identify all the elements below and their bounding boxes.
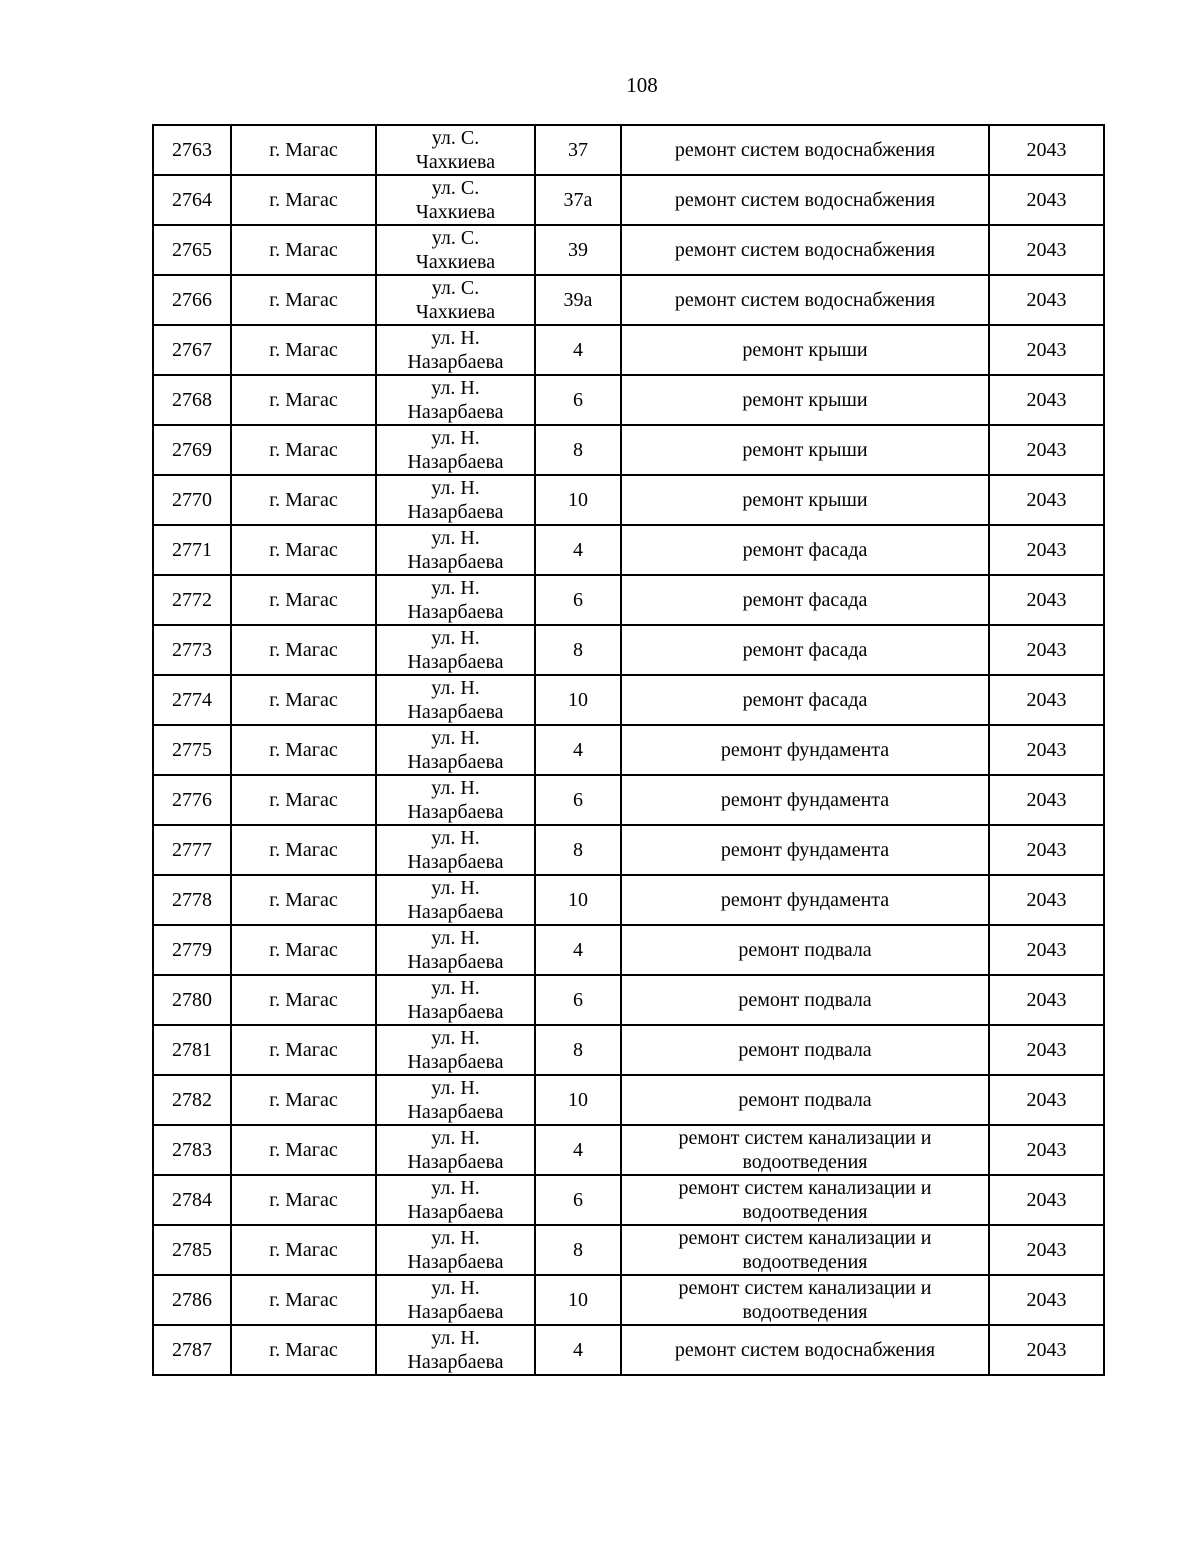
city-cell: г. Магас <box>231 675 376 725</box>
city-cell: г. Магас <box>231 725 376 775</box>
street-prefix: ул. Н. <box>431 1077 480 1099</box>
table-row <box>153 725 1104 775</box>
city-cell: г. Магас <box>231 975 376 1025</box>
work-type-cell: ремонт систем водоснабжения <box>621 275 989 325</box>
house-number-cell: 8 <box>535 425 621 475</box>
work-type-cell: ремонт крыши <box>621 475 989 525</box>
row-number-cell: 2772 <box>153 575 231 625</box>
city-cell: г. Магас <box>231 375 376 425</box>
work-type-cell: ремонт фундамента <box>621 725 989 775</box>
street-prefix: ул. С. <box>431 277 480 299</box>
city-cell: г. Магас <box>231 625 376 675</box>
work-type-cell: ремонт крыши <box>621 325 989 375</box>
row-number-cell: 2763 <box>153 125 231 175</box>
row-number-cell: 2787 <box>153 1325 231 1375</box>
row-number-cell: 2786 <box>153 1275 231 1325</box>
city-cell: г. Магас <box>231 575 376 625</box>
city-cell: г. Магас <box>231 275 376 325</box>
street-prefix: ул. Н. <box>431 777 480 799</box>
row-number-cell: 2784 <box>153 1175 231 1225</box>
house-number-cell: 8 <box>535 1025 621 1075</box>
work-type-cell: ремонт фундамента <box>621 775 989 825</box>
work-type-cell: ремонт подвала <box>621 975 989 1025</box>
street-name: Назарбаева <box>407 601 504 623</box>
table-row <box>153 1025 1104 1075</box>
row-number-cell: 2764 <box>153 175 231 225</box>
house-number-cell: 8 <box>535 825 621 875</box>
year-cell: 2043 <box>989 725 1104 775</box>
table-row <box>153 675 1104 725</box>
work-type-cell: ремонт крыши <box>621 375 989 425</box>
street-name: Назарбаева <box>407 1001 504 1023</box>
house-number-cell: 4 <box>535 525 621 575</box>
street-cell <box>376 675 535 725</box>
city-cell: г. Магас <box>231 1275 376 1325</box>
row-number-cell: 2770 <box>153 475 231 525</box>
house-number-cell: 37а <box>535 175 621 225</box>
house-number-cell: 10 <box>535 475 621 525</box>
year-cell: 2043 <box>989 225 1104 275</box>
work-type-cell: ремонт подвала <box>621 925 989 975</box>
year-cell: 2043 <box>989 875 1104 925</box>
city-cell: г. Магас <box>231 425 376 475</box>
street-cell <box>376 575 535 625</box>
street-cell <box>376 1225 535 1275</box>
house-number-cell: 4 <box>535 325 621 375</box>
street-cell <box>376 1275 535 1325</box>
work-type-cell: ремонт крыши <box>621 425 989 475</box>
house-number-cell: 10 <box>535 675 621 725</box>
table-row <box>153 1175 1104 1225</box>
year-cell: 2043 <box>989 475 1104 525</box>
city-cell: г. Магас <box>231 225 376 275</box>
row-number-cell: 2769 <box>153 425 231 475</box>
city-cell: г. Магас <box>231 1175 376 1225</box>
work-type-cell <box>621 1225 989 1275</box>
house-number-cell: 6 <box>535 975 621 1025</box>
street-name: Чахкиева <box>415 301 496 323</box>
table-row <box>153 1325 1104 1375</box>
street-name: Назарбаева <box>407 1251 504 1273</box>
street-prefix: ул. Н. <box>431 1127 480 1149</box>
table-row <box>153 625 1104 675</box>
street-prefix: ул. Н. <box>431 1227 480 1249</box>
street-name: Назарбаева <box>407 401 504 423</box>
street-cell <box>376 1025 535 1075</box>
city-cell: г. Магас <box>231 125 376 175</box>
table-row <box>153 875 1104 925</box>
street-prefix: ул. Н. <box>431 477 480 499</box>
year-cell: 2043 <box>989 375 1104 425</box>
street-cell <box>376 725 535 775</box>
year-cell: 2043 <box>989 525 1104 575</box>
work-type-cell: ремонт систем водоснабжения <box>621 125 989 175</box>
table-row <box>153 475 1104 525</box>
table-row <box>153 225 1104 275</box>
house-number-cell: 4 <box>535 1125 621 1175</box>
year-cell: 2043 <box>989 1175 1104 1225</box>
table-row <box>153 1125 1104 1175</box>
work-type-cell: ремонт систем водоснабжения <box>621 1325 989 1375</box>
street-prefix: ул. С. <box>431 177 480 199</box>
row-number-cell: 2765 <box>153 225 231 275</box>
table-row <box>153 1075 1104 1125</box>
table-row <box>153 125 1104 175</box>
row-number-cell: 2775 <box>153 725 231 775</box>
table-row <box>153 375 1104 425</box>
city-cell: г. Магас <box>231 925 376 975</box>
table-row <box>153 275 1104 325</box>
year-cell: 2043 <box>989 125 1104 175</box>
street-name: Назарбаева <box>407 701 504 723</box>
city-cell: г. Магас <box>231 175 376 225</box>
house-number-cell: 8 <box>535 1225 621 1275</box>
house-number-cell: 37 <box>535 125 621 175</box>
street-name: Назарбаева <box>407 651 504 673</box>
row-number-cell: 2773 <box>153 625 231 675</box>
table-row <box>153 575 1104 625</box>
row-number-cell: 2774 <box>153 675 231 725</box>
work-type-line-2: водоотведения <box>742 1201 868 1223</box>
street-name: Назарбаева <box>407 1201 504 1223</box>
work-type-cell: ремонт фундамента <box>621 825 989 875</box>
table-row <box>153 825 1104 875</box>
table-row <box>153 525 1104 575</box>
work-type-cell: ремонт подвала <box>621 1075 989 1125</box>
street-name: Назарбаева <box>407 451 504 473</box>
table-row <box>153 975 1104 1025</box>
street-prefix: ул. Н. <box>431 427 480 449</box>
row-number-cell: 2782 <box>153 1075 231 1125</box>
work-type-cell: ремонт фасада <box>621 625 989 675</box>
work-type-cell <box>621 1175 989 1225</box>
year-cell: 2043 <box>989 175 1104 225</box>
city-cell: г. Магас <box>231 875 376 925</box>
city-cell: г. Магас <box>231 825 376 875</box>
street-cell <box>376 225 535 275</box>
house-number-cell: 39а <box>535 275 621 325</box>
house-number-cell: 6 <box>535 375 621 425</box>
street-name: Назарбаева <box>407 901 504 923</box>
street-name: Назарбаева <box>407 1151 504 1173</box>
street-name: Назарбаева <box>407 551 504 573</box>
street-cell <box>376 925 535 975</box>
row-number-cell: 2781 <box>153 1025 231 1075</box>
street-name: Чахкиева <box>415 201 496 223</box>
year-cell: 2043 <box>989 1125 1104 1175</box>
work-type-cell: ремонт подвала <box>621 1025 989 1075</box>
street-cell <box>376 625 535 675</box>
street-prefix: ул. Н. <box>431 677 480 699</box>
city-cell: г. Магас <box>231 475 376 525</box>
street-prefix: ул. Н. <box>431 877 480 899</box>
row-number-cell: 2767 <box>153 325 231 375</box>
street-prefix: ул. Н. <box>431 827 480 849</box>
house-number-cell: 10 <box>535 1075 621 1125</box>
year-cell: 2043 <box>989 1025 1104 1075</box>
city-cell: г. Магас <box>231 775 376 825</box>
row-number-cell: 2766 <box>153 275 231 325</box>
street-prefix: ул. Н. <box>431 527 480 549</box>
street-prefix: ул. Н. <box>431 1177 480 1199</box>
street-cell <box>376 1075 535 1125</box>
house-number-cell: 6 <box>535 1175 621 1225</box>
row-number-cell: 2776 <box>153 775 231 825</box>
street-prefix: ул. Н. <box>431 627 480 649</box>
house-number-cell: 4 <box>535 925 621 975</box>
street-prefix: ул. С. <box>431 227 480 249</box>
street-cell <box>376 1175 535 1225</box>
year-cell: 2043 <box>989 575 1104 625</box>
year-cell: 2043 <box>989 825 1104 875</box>
street-cell <box>376 175 535 225</box>
street-name: Назарбаева <box>407 351 504 373</box>
table-row <box>153 1225 1104 1275</box>
city-cell: г. Магас <box>231 1025 376 1075</box>
year-cell: 2043 <box>989 325 1104 375</box>
row-number-cell: 2768 <box>153 375 231 425</box>
street-prefix: ул. С. <box>431 127 480 149</box>
work-type-cell: ремонт фасада <box>621 675 989 725</box>
street-cell <box>376 375 535 425</box>
street-name: Назарбаева <box>407 851 504 873</box>
year-cell: 2043 <box>989 425 1104 475</box>
street-name: Чахкиева <box>415 151 496 173</box>
street-name: Назарбаева <box>407 1101 504 1123</box>
street-name: Назарбаева <box>407 1351 504 1373</box>
house-number-cell: 6 <box>535 775 621 825</box>
table-body <box>153 125 1104 1375</box>
house-number-cell: 8 <box>535 625 621 675</box>
street-prefix: ул. Н. <box>431 1277 480 1299</box>
street-name: Назарбаева <box>407 1301 504 1323</box>
street-prefix: ул. Н. <box>431 927 480 949</box>
work-type-cell: ремонт фасада <box>621 525 989 575</box>
year-cell: 2043 <box>989 925 1104 975</box>
city-cell: г. Магас <box>231 525 376 575</box>
work-type-line-2: водоотведения <box>742 1301 868 1323</box>
work-type-cell <box>621 1125 989 1175</box>
work-type-line-1: ремонт систем канализации и <box>678 1227 932 1249</box>
street-cell <box>376 975 535 1025</box>
year-cell: 2043 <box>989 625 1104 675</box>
row-number-cell: 2779 <box>153 925 231 975</box>
year-cell: 2043 <box>989 1325 1104 1375</box>
work-type-cell: ремонт систем водоснабжения <box>621 175 989 225</box>
work-type-cell: ремонт систем водоснабжения <box>621 225 989 275</box>
page-number: 108 <box>626 73 658 97</box>
row-number-cell: 2771 <box>153 525 231 575</box>
street-cell <box>376 125 535 175</box>
table-row <box>153 1275 1104 1325</box>
house-number-cell: 10 <box>535 1275 621 1325</box>
year-cell: 2043 <box>989 1075 1104 1125</box>
work-type-cell <box>621 1275 989 1325</box>
house-number-cell: 10 <box>535 875 621 925</box>
row-number-cell: 2785 <box>153 1225 231 1275</box>
table-row <box>153 775 1104 825</box>
city-cell: г. Магас <box>231 1225 376 1275</box>
street-cell <box>376 1125 535 1175</box>
street-cell <box>376 425 535 475</box>
street-prefix: ул. Н. <box>431 327 480 349</box>
street-prefix: ул. Н. <box>431 577 480 599</box>
street-name: Назарбаева <box>407 951 504 973</box>
row-number-cell: 2778 <box>153 875 231 925</box>
house-number-cell: 6 <box>535 575 621 625</box>
city-cell: г. Магас <box>231 1125 376 1175</box>
table-row <box>153 175 1104 225</box>
city-cell: г. Магас <box>231 1325 376 1375</box>
house-number-cell: 4 <box>535 1325 621 1375</box>
street-cell <box>376 875 535 925</box>
street-cell <box>376 275 535 325</box>
street-name: Назарбаева <box>407 1051 504 1073</box>
table-row <box>153 325 1104 375</box>
table-row <box>153 925 1104 975</box>
year-cell: 2043 <box>989 1225 1104 1275</box>
work-type-cell: ремонт фундамента <box>621 875 989 925</box>
street-prefix: ул. Н. <box>431 1327 480 1349</box>
city-cell: г. Магас <box>231 1075 376 1125</box>
work-type-line-2: водоотведения <box>742 1151 868 1173</box>
street-name: Чахкиева <box>415 251 496 273</box>
row-number-cell: 2777 <box>153 825 231 875</box>
street-name: Назарбаева <box>407 801 504 823</box>
work-type-line-1: ремонт систем канализации и <box>678 1277 932 1299</box>
street-prefix: ул. Н. <box>431 377 480 399</box>
year-cell: 2043 <box>989 775 1104 825</box>
work-type-line-1: ремонт систем канализации и <box>678 1177 932 1199</box>
house-number-cell: 4 <box>535 725 621 775</box>
street-cell <box>376 325 535 375</box>
street-prefix: ул. Н. <box>431 977 480 999</box>
street-prefix: ул. Н. <box>431 1027 480 1049</box>
year-cell: 2043 <box>989 975 1104 1025</box>
street-cell <box>376 475 535 525</box>
year-cell: 2043 <box>989 675 1104 725</box>
row-number-cell: 2783 <box>153 1125 231 1175</box>
street-cell <box>376 775 535 825</box>
row-number-cell: 2780 <box>153 975 231 1025</box>
year-cell: 2043 <box>989 275 1104 325</box>
table-row <box>153 425 1104 475</box>
street-cell <box>376 1325 535 1375</box>
street-cell <box>376 525 535 575</box>
city-cell: г. Магас <box>231 325 376 375</box>
year-cell: 2043 <box>989 1275 1104 1325</box>
street-name: Назарбаева <box>407 501 504 523</box>
street-prefix: ул. Н. <box>431 727 480 749</box>
work-type-line-2: водоотведения <box>742 1251 868 1273</box>
repair-schedule-table <box>152 124 1105 1376</box>
work-type-line-1: ремонт систем канализации и <box>678 1127 932 1149</box>
street-cell <box>376 825 535 875</box>
work-type-cell: ремонт фасада <box>621 575 989 625</box>
house-number-cell: 39 <box>535 225 621 275</box>
street-name: Назарбаева <box>407 751 504 773</box>
